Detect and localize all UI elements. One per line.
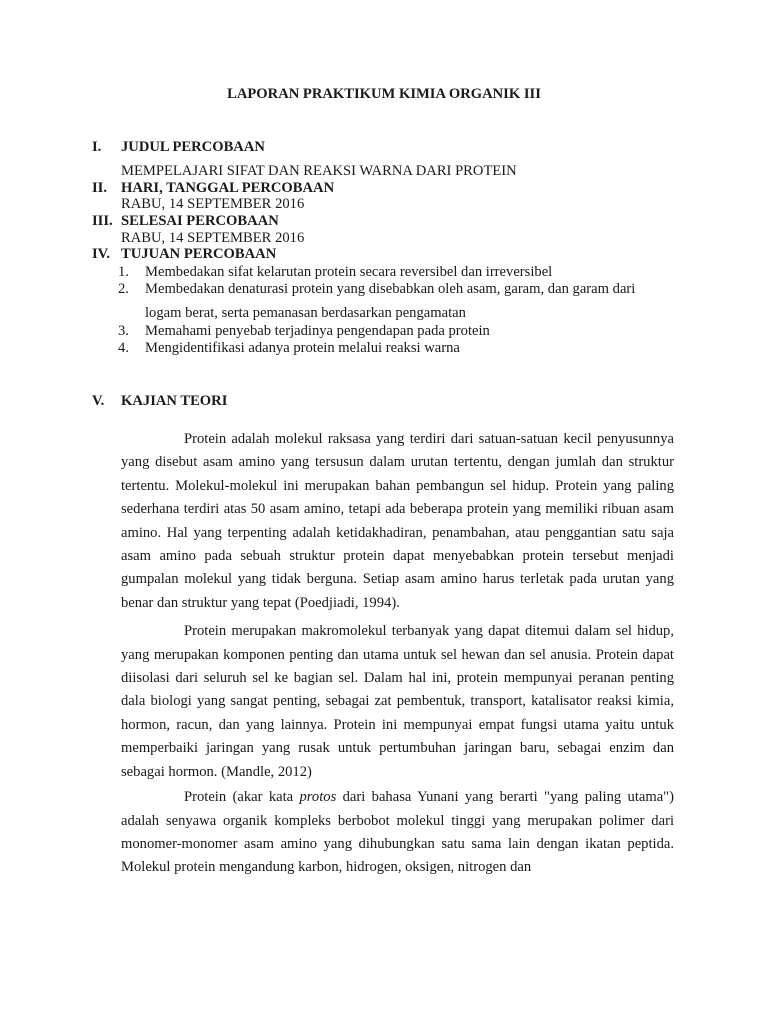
section-heading-tujuan (92, 246, 682, 263)
section-title: HARI, TANGGAL PERCOBAAN (121, 180, 335, 196)
list-item-text: Memahami penyebab terjadinya pengendapan pada protein (145, 323, 490, 339)
list-item-text: Mengidentifikasi adanya protein melalui reaksi warna (145, 340, 460, 356)
section-number: II. (92, 180, 108, 196)
list-item-continuation: logam berat, serta pemanasan berdasarkan pengamatan (145, 305, 466, 321)
section-title: TUJUAN PERCOBAAN (121, 246, 277, 262)
list-item (118, 323, 688, 340)
list-item-number: 2. (118, 281, 129, 297)
section-number: I. (92, 139, 102, 155)
section-heading-judul (92, 139, 682, 156)
section-number: V. (92, 393, 105, 409)
section-heading-hari-tanggal (92, 180, 682, 197)
list-item (118, 264, 688, 281)
paragraph-text: Protein (akar kata (184, 789, 300, 806)
paragraph-text: dari bahasa Yunani yang berarti "yang paling utama") adalah senyawa organik kompleks berbobot molekul tinggi yang merupakan polimer dari monomer-monomer asam amino yang dihubungkan satu sama lain dengan ikatan peptida. Molekul protein mengandung karbon, hidrogen, oksigen, nitrogen dan (121, 789, 674, 876)
section-title: KAJIAN TEORI (121, 393, 228, 409)
section-number: III. (92, 213, 113, 229)
list-item (118, 281, 688, 298)
section-content-selesai: RABU, 14 SEPTEMBER 2016 (121, 230, 305, 246)
section-content-hari-tanggal: RABU, 14 SEPTEMBER 2016 (121, 196, 305, 212)
section-heading-selesai (92, 213, 682, 230)
italic-term: protos (299, 789, 337, 806)
body-paragraph: Protein adalah molekul raksasa yang terdiri dari satuan-satuan kecil penyusunnya yang disebut asam amino yang tersusun dalam urutan tertentu, dengan jumlah dan struktur tertentu. Molekul-molekul ini merupakan bahan pembangun sel hidup. Protein yang paling sederhana terdiri atas 50 asam amino, tetapi ada beberapa protein yang memiliki ribuan asam amino. Hal yang terpenting adalah ketidakhadiran, penambahan, atau penggantian satu saja asam amino pada sebuah struktur protein dapat menyebabkan protein tersebut menjadi gumpalan molekul yang tidak berguna. Setiap asam amino harus terletak pada urutan yang benar dan struktur yang tepat (Poedjiadi, 1994). (121, 431, 674, 611)
document-title: LAPORAN PRAKTIKUM KIMIA ORGANIK III (227, 86, 541, 102)
list-item-text: Membedakan denaturasi protein yang disebabkan oleh asam, garam, dan garam dari (145, 281, 636, 297)
list-item (118, 340, 688, 357)
section-content-judul: MEMPELAJARI SIFAT DAN REAKSI WARNA DARI PROTEIN (121, 163, 517, 179)
section-heading-kajian-teori (92, 393, 682, 410)
body-paragraph (121, 786, 674, 880)
list-item-text: Membedakan sifat kelarutan protein secara reversibel dan irreversibel (145, 264, 553, 280)
section-number: IV. (92, 246, 110, 262)
list-item-number: 1. (118, 264, 129, 280)
section-title: SELESAI PERCOBAAN (121, 213, 279, 229)
list-item-number: 3. (118, 323, 129, 339)
list-item-number: 4. (118, 340, 129, 356)
section-body-kajian-teori (121, 428, 674, 880)
body-paragraph: Protein merupakan makromolekul terbanyak yang dapat ditemui dalam sel hidup, yang merupakan komponen penting dan utama untuk sel hewan dan sel anusia. Protein dapat diisolasi dari seluruh sel ke bagian sel. Dalam hal ini, protein mempunyai peranan penting dala biologi yang sangat penting, sebagai zat pembentuk, transport, katalisator reaksi kimia, hormon, racun, dan yang lainnya. Protein ini mempunyai empat fungsi utama yaitu untuk memperbaiki jaringan yang rusak untuk pertumbuhan jaringan baru, sebagai enzim dan sebagai hormon. (Mandle, 2012) (121, 623, 674, 780)
section-title: JUDUL PERCOBAAN (121, 139, 265, 155)
